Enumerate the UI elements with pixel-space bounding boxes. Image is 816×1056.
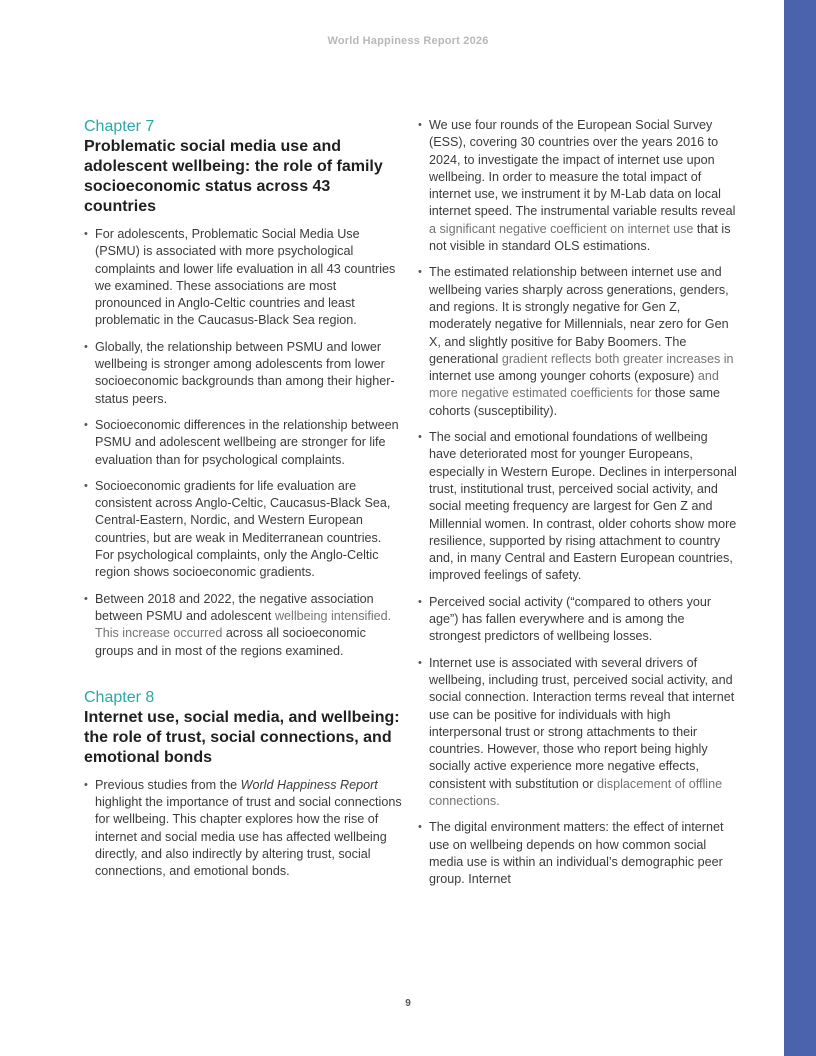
- chapter-title: Internet use, social media, and wellbeing: the role of trust, social connections, and emotional bonds: [84, 708, 400, 766]
- side-color-bar: [784, 0, 816, 1056]
- chapter-label: Chapter 7: [84, 118, 155, 135]
- chapter-label: Chapter 8: [84, 688, 155, 706]
- highlighted-text: wellbeing intensified. This increase occurred: [95, 608, 392, 641]
- page-number: 9: [405, 998, 411, 1009]
- chapter-7-section: [84, 117, 402, 660]
- bullet-item: • We use four rounds of the European Social Survey (ESS), covering 30 countries over the years 2016 to 2024, to investigate the impact of internet use upon wellbeing. In order to measure the total impact of internet use, we instrument it by M-Lab data on local internet speed. The instrumental variable results reveal a significant negative coefficient on internet use that is not visible in standard OLS estimations.: [418, 117, 738, 255]
- bullet-item: • For adolescents, Problematic Social Media Use (PSMU) is associated with more psychological complaints and lower life evaluation in all 43 countries we examined. These associations are most pronounced in Anglo-Celtic countries and least problematic in the Caucasus-Black Sea region.: [84, 226, 402, 330]
- bullet-item: • Internet use is associated with several drivers of wellbeing, including trust, perceived social activity, and social connection. Interaction terms reveal that internet use can be positive for individuals with high interpersonal trust or strong attachments to their countries. However, those who report being highly socially active experience more negative effects, consistent with substitution or displacement of offline connections.: [418, 655, 738, 811]
- chapter-8-section: [84, 688, 402, 881]
- bullet-item: • Socioeconomic differences in the relationship between PSMU and adolescent wellbeing are stronger for life evaluation than for psychological complaints.: [84, 417, 402, 469]
- chapter-8-bullets-continued: [418, 117, 738, 888]
- bullet-item: • Socioeconomic gradients for life evaluation are consistent across Anglo-Celtic, Caucasus-Black Sea, Central-Eastern, Nordic, and Western European countries, but are weak in Mediterranean countries. For psychological complaints, only the Anglo-Celtic region shows socioeconomic gradients.: [84, 478, 402, 582]
- bullet-item: • The social and emotional foundations of wellbeing have deteriorated most for younger Europeans, especially in Western Europe. Declines in interpersonal trust, institutional trust, perceived social activity, and social meeting frequency are largest for Gen Z and Millennial women. In contrast, older cohorts show more resilience, supported by rising attachment to country and, in many Central and Eastern European countries, improved feelings of safety.: [418, 429, 738, 585]
- running-header: World Happiness Report 2026: [327, 35, 489, 47]
- bullet-item: • Perceived social activity (“compared to others your age”) has fallen everywhere and is among the strongest predictors of wellbeing losses.: [418, 594, 738, 646]
- left-column: [84, 117, 402, 890]
- bullet-item: • The estimated relationship between internet use and wellbeing varies sharply across generations, genders, and regions. It is strongly negative for Gen Z, moderately negative for Millennials, near zero for Gen X, and slightly positive for Baby Boomers. The generational gradient reflects both greater increases in internet use among younger cohorts (exposure) and more negative estimated coefficients for those same cohorts (susceptibility).: [418, 264, 738, 420]
- right-column: [418, 117, 738, 897]
- highlighted-text: gradient reflects both greater increases in: [501, 351, 734, 366]
- chapter-7-bullets: [84, 226, 402, 660]
- bullet-item: • Previous studies from the World Happiness Report highlight the importance of trust and social connections for wellbeing. This chapter explores how the rise of internet and social media use has affected wellbeing directly, and also indirectly by altering trust, social connections, and emotional bonds.: [84, 777, 402, 881]
- report-title-italic: World Happiness Report: [240, 777, 378, 792]
- bullet-item: • Between 2018 and 2022, the negative association between PSMU and adolescent wellbeing intensified. This increase occurred across all socioeconomic groups and in most of the regions examined.: [84, 591, 402, 660]
- highlighted-text: and more negative estimated coefficients for: [429, 369, 719, 401]
- bullet-item: • Globally, the relationship between PSMU and lower wellbeing is stronger among adolescents from lower socioeconomic backgrounds than among their higher-status peers.: [84, 339, 402, 408]
- highlighted-text: displacement of offline connections.: [429, 776, 723, 808]
- chapter-8-bullets: [84, 777, 402, 881]
- chapter-title: Problematic social media use and adolescent wellbeing: the role of family socioeconomic status across 43 countries: [84, 138, 383, 215]
- bullet-item: • The digital environment matters: the effect of internet use on wellbeing depends on how common social media use is within an individual’s demographic peer group. Internet: [418, 819, 738, 888]
- highlighted-text: a significant negative coefficient on internet use: [429, 221, 694, 236]
